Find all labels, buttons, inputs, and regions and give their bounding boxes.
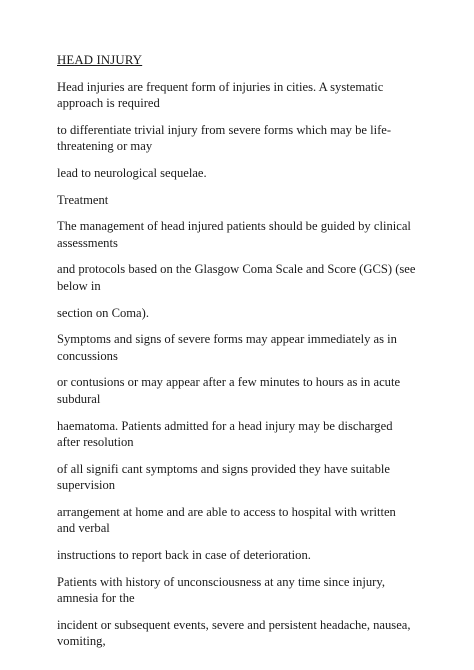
paragraph-7: section on Coma). (57, 305, 149, 320)
document-body (57, 52, 417, 660)
paragraph-12: arrangement at home and are able to access to hospital with written and verbal (57, 504, 396, 536)
paragraph-11: of all signifi cant symptoms and signs provided they have suitable supervision (57, 461, 390, 493)
paragraph-13: instructions to report back in case of deterioration. (57, 548, 311, 563)
paragraph-5: The management of head injured patients should be guided by clinical assessments (57, 219, 411, 250)
paragraph-15: incident or subsequent events, severe and persistent headache, nausea, vomiting, (57, 617, 411, 649)
paragraph-1: Head injuries are frequent form of injuries in cities. A systematic approach is required (57, 79, 384, 111)
paragraph-2: to differentiate trivial injury from severe forms which may be life-threatening or may (57, 122, 392, 154)
paragraph-9: or contusions or may appear after a few minutes to hours as in acute subdural (57, 375, 401, 406)
paragraph-3: lead to neurological sequelae. (57, 165, 207, 180)
paragraph-6: and protocols based on the Glasgow Coma Scale and Score (GCS) (see below in (57, 262, 416, 293)
section-heading-treatment: Treatment (57, 192, 109, 207)
paragraph-8: Symptoms and signs of severe forms may appear immediately as in concussions (57, 332, 397, 363)
paragraph-14: Patients with history of unconsciousness at any time since injury, amnesia for the (57, 574, 385, 606)
paragraph-10: haematoma. Patients admitted for a head injury may be discharged after resolution (57, 418, 393, 450)
document-title: HEAD INJURY (57, 53, 143, 67)
